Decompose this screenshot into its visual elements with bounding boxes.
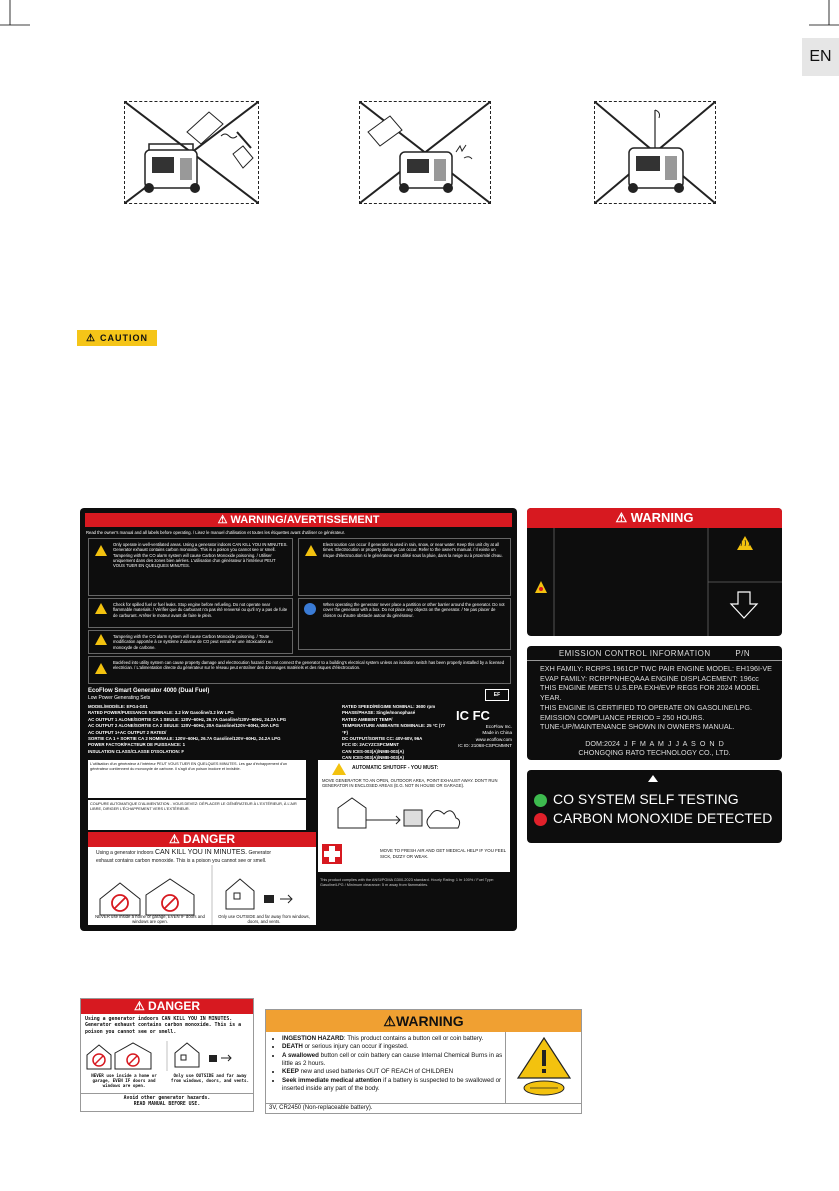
read-manual-text: READ MANUAL BEFORE USE. [133,1102,201,1108]
emission-header [527,649,782,660]
spec-line: AC OUTPUT 1+AC OUTPUT 2 RATED/ [88,729,167,735]
warning-triangle-icon: ⚠ [86,332,96,344]
never-use-inside-text: NEVER use inside a home or garage, EVEN IF doors and windows are open. [95,914,205,925]
battery-warning-items [266,1035,505,1094]
battery-warning-item [282,1077,505,1094]
red-status-dot-icon [534,813,547,826]
maker-line: Made in China [482,730,512,736]
co-detected-text: CARBON MONOXIDE DETECTED [553,810,773,826]
main-label-header [85,513,512,527]
danger-small-title: DANGER [148,999,201,1013]
battery-warning-header [266,1010,581,1032]
battery-ingestion-icon [516,1036,572,1098]
spec-line: RATED SPEED/RÉGIME NOMINAL: 3600 rpm [342,704,436,709]
prohibited-covering-illustration [595,102,715,203]
spec-line: AC OUTPUT 2 ALONE/SORTIE CA 2 SEULE: 120V~60Hz, 20A Gasoline/120V~60Hz, 20A LPG [88,723,279,729]
emission-control-label [527,646,782,760]
automatic-shutoff-panel [318,760,510,872]
co-self-test-text: CO SYSTEM SELF TESTING [553,791,739,807]
spec-line: POWER FACTOR/FACTEUR DE PUISSANCE: 1 [88,742,186,748]
warning-cell-text: Electrocution can occur if generator is used in rain, snow, or near water. Keep this unit dry at all times. Electrocution or property damage can occur. Refer to the owner's manual. / Il existe un risque d'électrocution si le générateur est utilisé sous la pluie, dans la neige ou à proximité d'eau. [323,542,503,558]
maker-line: EcoFlow Inc. [485,724,512,729]
danger-small-illustrations [81,1041,253,1071]
danger-small-never-text: NEVER use inside a home or garage, EVEN IF doors and windows are open. [91,1073,157,1088]
danger-text-part: Using a generator indoors [96,850,154,856]
warning-triangle-icon [95,634,107,645]
prohibited-smoking-illustration [125,102,258,203]
warning-triangle-icon [95,603,107,614]
warning-cell-ventilation [88,538,293,596]
shutoff-title: AUTOMATIC SHUTOFF - YOU MUST: [352,765,439,771]
warning-cell-electrocution [298,538,511,596]
maker-line: www.ecoflow.com [475,736,512,742]
spec-line: SORTIE CA 1 + SORTIE CA 2 NOMINALE: 120V~60Hz, 26.7A Gasoline/120V~60Hz, 24.2A LPG [88,735,281,741]
shutoff-illustration [318,792,510,840]
caution-label: CAUTION [99,333,148,343]
first-aid-cross-icon [322,844,342,864]
green-status-dot-icon [534,794,547,807]
crop-marks [0,0,839,60]
warning-cell-partition [298,598,511,650]
product-name: EcoFlow Smart Generator 4000 (Dual Fuel) [88,688,210,694]
battery-warning-item [282,1052,505,1069]
prohibited-panel-covering [594,101,716,204]
emission-line: THIS ENGINE IS CERTIFIED TO OPERATE ON GASOLINE/LPG. [540,702,752,712]
battery-warning-item-text: new and used batteries OUT OF REACH of CHILDREN [298,1068,454,1076]
warning-triangle-icon [332,763,346,775]
arrow-up-icon [648,775,658,782]
emission-line: TUNE-UP/MAINTENANCE SHOWN IN OWNER'S MANUAL. [540,722,735,732]
battery-warning-item-bold: A swallowed [282,1051,319,1059]
emission-title: EMISSION CONTROL INFORMATION [558,649,711,658]
warning-hot-surface-label [527,508,782,636]
danger-small-header [81,999,253,1014]
warning-cell-fuel [88,598,293,628]
specs-left [88,704,338,755]
ic-id: IC ID: 21068-CSPCMMNT [458,743,512,749]
battery-warning-item-bold: Seek immediate medical attention [282,1076,382,1084]
medical-help-text: MOVE TO FRESH AIR AND GET MEDICAL HELP IF YOU FEEL SICK, DIZZY OR WEAK. [380,848,506,859]
maker-block [452,724,512,750]
spec-line: TEMPERATURE AMBIANTE NOMINALE: 25 °C (77 °F) [342,723,446,735]
certification-mark: IC FC [456,708,490,723]
danger-title: DANGER [183,832,236,846]
danger-header [88,832,316,847]
spec-line: PHASE/PHASE: Single/monophasé [342,710,416,716]
main-label-header-text: WARNING/AVERTISSEMENT [230,514,380,526]
warning-cell-text: When operating the generator never place a partition or other barrier around the generator. Do not cover the generator with a box. Do not place any objects on the generator. / Ne pas placer de cloison ou d'autre obstacle autour du générateur. [323,602,505,618]
warning-cell-co-alarm [88,630,293,654]
battery-warning-item-bold: DEATH [282,1043,303,1051]
battery-warning-list [266,1032,506,1103]
prohibited-panel-smoking [124,101,259,204]
emission-line: THIS ENGINE MEETS U.S.EPA EXH/EVP REGS FOR 2024 MODEL YEAR. [540,683,760,703]
specs-right [342,704,452,761]
warning-triangle-icon [95,545,107,556]
warning-triangle-icon [305,545,317,556]
danger-text [88,847,316,866]
only-use-outside-text: Only use OUTSIDE and far away from windows, doors, and vents. [218,914,310,925]
battery-warning-item-text: : This product contains a button cell or coin battery. [343,1035,484,1042]
product-subtitle: Low Power Generating Sets [88,695,151,701]
spec-line: AC OUTPUT 1 ALONE/SORTIE CA 1 SEULE: 120V~60Hz, 26.7A Gasoline/120V~60Hz, 24.2A LPG [88,716,287,722]
warning-triangle-icon [95,663,107,674]
battery-warning-title: WARNING [395,1013,464,1029]
main-label-intro: Read the owner's manual and all labels before operating. / Lisez le manuel d'utilisation et toutes les étiquettes avant d'utiliser ce générateur. [86,530,345,535]
warning-cell-text: Check for spilled fuel or fuel leaks. Stop engine before refueling. Do not operate near flammable materials. / Vérifier que du carburant n'a pas été renversé ou qu'il n'y a pas de fuite de carburant. Arrêter le moteur avant de faire le plein. [113,602,288,618]
warning-hot-surface-graphics [527,528,782,636]
warning-header [527,508,782,528]
emission-line: EMISSION COMPLIANCE PERIOD = 250 HOURS. [540,712,705,722]
spec-line: RATED POWER/PUISSANCE NOMINALE: 3.2 kW Gasoline/3.2 kW LPG [88,710,234,716]
generator-warning-label [80,508,517,931]
warning-title: WARNING [630,510,694,525]
danger-small-only-text: Only use OUTSIDE and far away from windows, doors, and vents. [170,1073,250,1083]
battery-type-text: 3V, CR2450 (Non-replaceable battery). [266,1103,581,1112]
danger-text-emphasis: CAN KILL YOU IN MINUTES. [154,849,248,856]
spec-line: CAN ICES-003(A)/NMB-003(A) [342,748,404,754]
warning-triangle-icon: ⚠ [133,999,149,1013]
co-self-test-row [534,791,739,807]
danger-small-footer [81,1096,253,1108]
danger-panel [88,832,316,925]
french-note-2: COUPURE AUTOMATIQUE D'ALIMENTATION - VOUS DEVEZ: DÉPLACER LE GÉNÉRATEUR À L'EXTÉRIEUR, À L'AIR LIBRE, DIRIGER L'ÉCHAPPEMENT VERS L'EXTÉRIEUR. [88,800,306,830]
danger-text-part: Generator [248,850,272,856]
co-indicator-label [527,770,782,843]
warning-cell-text: Only operate in well-ventilated areas. Using a generator indoors CAN KILL YOU IN MINUTES. Generator exhaust contains carbon monoxide. This is a poison you cannot see or smell. Tampering with the CO alarm system will cause Carbon Monoxide poisoning. / Utiliser uniquement dans des zones bien aérées. L'utilisation d'un générateur à l'intérieur PEUT VOUS TUER EN QUELQUES MINUTES. [113,542,288,568]
warning-triangle-icon: ⚠ [383,1013,396,1029]
language-tab[interactable]: EN [802,38,839,76]
battery-warning-item-bold: KEEP [282,1068,299,1076]
spec-line: INSULATION CLASS/CLASSE D'ISOLATION: F [88,748,185,754]
prohibited-fueling-illustration [360,102,490,203]
battery-warning-item-text: or serious injury can occur if ingested. [302,1043,409,1051]
co-detected-row [534,810,772,826]
warning-triangle-icon: ⚠ [615,510,631,525]
battery-warning-item [282,1043,505,1051]
prohibited-panel-fueling [359,101,491,204]
shutoff-text: MOVE GENERATOR TO AN OPEN, OUTDOOR AREA, POINT EXHAUST AWAY. DON'T RUN GENERATOR IN ENCLOSED AREAS (E.G. NOT IN HOUSE OR GARAGE). [322,778,498,789]
spec-line: FCC ID: 2ACYZCSPCMMNT [342,742,400,748]
warning-triangle-icon: ⚠ [217,514,231,526]
dom-months: J F M A M J J A S O N D [623,739,724,748]
emission-lines [540,664,776,732]
emission-maker: CHONGQING RATO TECHNOLOGY CO., LTD. [578,748,731,757]
battery-warning-item-text: button cell or coin battery can cause Internal Chemical Burns in as little as 2 hours. [282,1051,503,1068]
spec-line: MODEL/MODÈLE: EFG4-G01 [88,704,148,709]
emission-line: EXH FAMILY: RCRPS.1961CP TWC PAIR ENGINE MODEL: EH196I-VE [540,664,772,673]
caution-badge [77,330,157,346]
warning-cell-backfeed [88,656,511,684]
french-note-1: L'utilisation d'un générateur à l'intérieur PEUT VOUS TUER EN QUELQUES MINUTES. Les gaz d'échappement d'un générateur contiennent du monoxyde de carbone. Il s'agit d'un poison inodore et invisible. [88,760,306,798]
battery-warning-item [282,1068,505,1076]
danger-small-label [80,998,254,1112]
warning-cell-text: Backfeed into utility system can cause property damage and electrocution hazard. Do not connect the generator to a building's electrical system unless an isolation switch has been properly installed by a licensed electrician. / L'alimentation directe du générateur sur le réseau peut entraîner des dommages matériels et des risques d'électrocution. [113,660,505,671]
info-circle-icon [304,603,316,615]
battery-warning-item-bold: INGESTION HAZARD [282,1035,344,1042]
battery-warning-item [282,1035,505,1043]
danger-text-part: exhaust contains carbon monoxide. This is a poison you cannot see or smell. [96,857,267,864]
emission-line: EVAP FAMILY: RCRPPNHEQAAA ENGINE DISPLACEMENT: 196cc [540,673,759,683]
compliance-note: This product complies with the ANSI/PGMA G300-2023 standard. Hourly Rating: 1 hr 100% / Fuel Type: Gasoline/LPG / Minimum clearance: 5 m away from flammables. [320,878,495,887]
battery-warning-label [265,1009,582,1114]
avoid-hazards-text: Avoid other generator hazards. [123,1096,211,1101]
part-number-label: P/N [735,649,751,658]
warning-cell-text: Tampering with the CO alarm system will cause Carbon Monoxide poisoning. / Toute modification apportée à ce système d'alarme de CO peut entraîner une intoxication au monoxyde de carbone. [113,634,273,650]
spec-line: DC OUTPUT/SORTIE CC: 40V-60V, 96A [342,735,423,741]
danger-small-text: Using a generator indoors CAN KILL YOU IN MINUTES. Generator exhaust contains carbon monoxide. This is a poison you cannot see or smell. [85,1016,242,1035]
ecoflow-logo: EF [485,689,509,701]
spec-line: RATED AMBIENT TEMP/ [342,716,393,722]
battery-warning-item-text: if a battery is suspected to be swallowed or inserted inside any part of the body. [282,1076,502,1093]
dom-label: DOM:2024 [585,739,620,748]
warning-triangle-icon: ⚠ [168,832,184,846]
spec-line: CAN ICES-003(A)/NMB-003(A) [342,755,404,760]
